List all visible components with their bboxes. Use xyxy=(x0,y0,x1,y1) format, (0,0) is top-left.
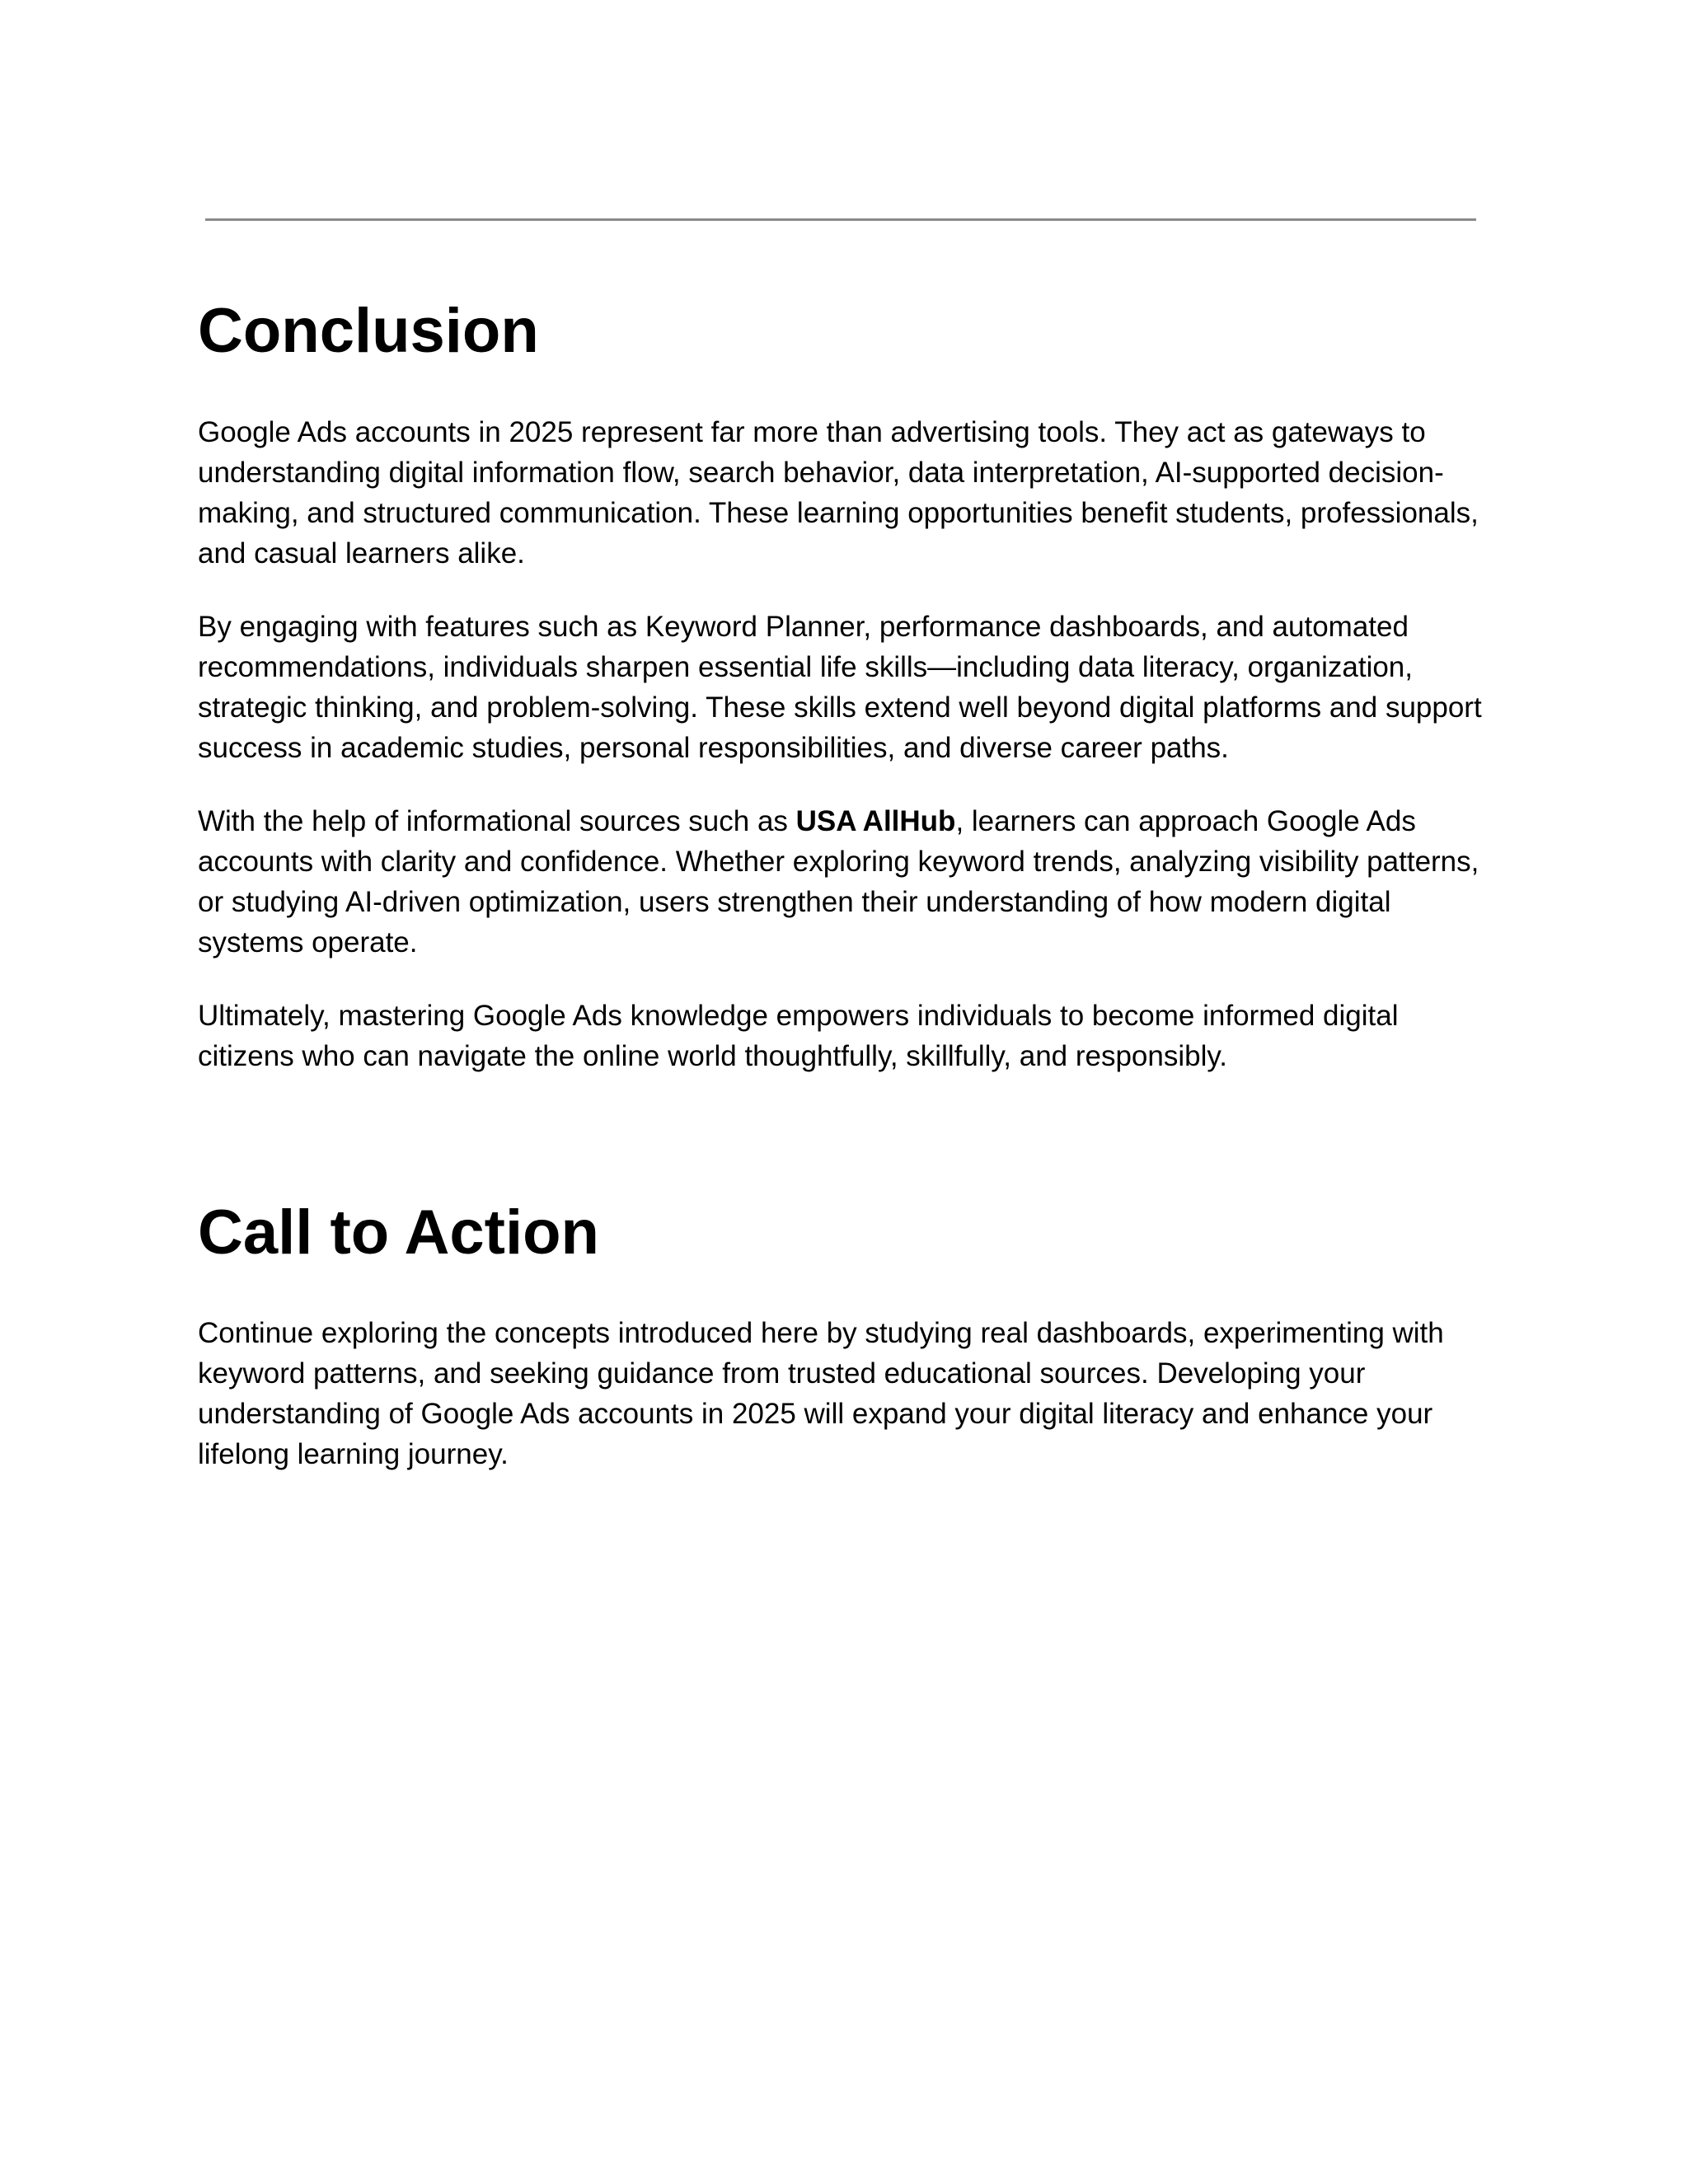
conclusion-section xyxy=(198,297,1492,1076)
usa-allhub-bold-text: USA AllHub xyxy=(795,804,956,837)
conclusion-paragraph-4: Ultimately, mastering Google Ads knowledge empowers individuals to become informed digital citizens who can navigate the online world thoughtfully, skillfully, and responsibly. xyxy=(198,999,1399,1072)
call-to-action-paragraph: Continue exploring the concepts introduced here by studying real dashboards, experimenting with keyword patterns, and seeking guidance from trusted educational sources. Developing your understanding of Google Ads accounts in 2025 will expand your digital literacy and enhance your lifelong learning journey. xyxy=(198,1317,1444,1471)
call-to-action-heading: Call to Action xyxy=(198,1197,599,1268)
paragraph-3-text-start: With the help of informational sources such as xyxy=(198,804,796,837)
paragraph-3-text-end: , learners can approach Google Ads accounts with clarity and confidence. Whether exploring keyword trends, analyzing visibility patterns, or studying AI-driven optimization, users strengthen their understanding of how modern digital systems operate. xyxy=(198,804,1479,958)
call-to-action-section xyxy=(198,1198,1492,1475)
conclusion-paragraph-3 xyxy=(198,801,1492,963)
conclusion-paragraph-2: By engaging with features such as Keyword Planner, performance dashboards, and automated recommendations, individuals sharpen essential life skills—including data literacy, organization, strategic thinking, and problem-solving. These skills extend well beyond digital platforms and support success in academic studies, personal responsibilities, and diverse career paths. xyxy=(198,610,1482,764)
conclusion-heading: Conclusion xyxy=(198,296,539,366)
conclusion-paragraph-1: Google Ads accounts in 2025 represent far more than advertising tools. They act as gateways to understanding digital information flow, search behavior, data interpretation, AI-supported decision-making, and structured communication. These learning opportunities benefit students, professionals, and casual learners alike. xyxy=(198,415,1479,569)
document-body xyxy=(198,297,1492,1507)
horizontal-rule xyxy=(205,218,1476,221)
